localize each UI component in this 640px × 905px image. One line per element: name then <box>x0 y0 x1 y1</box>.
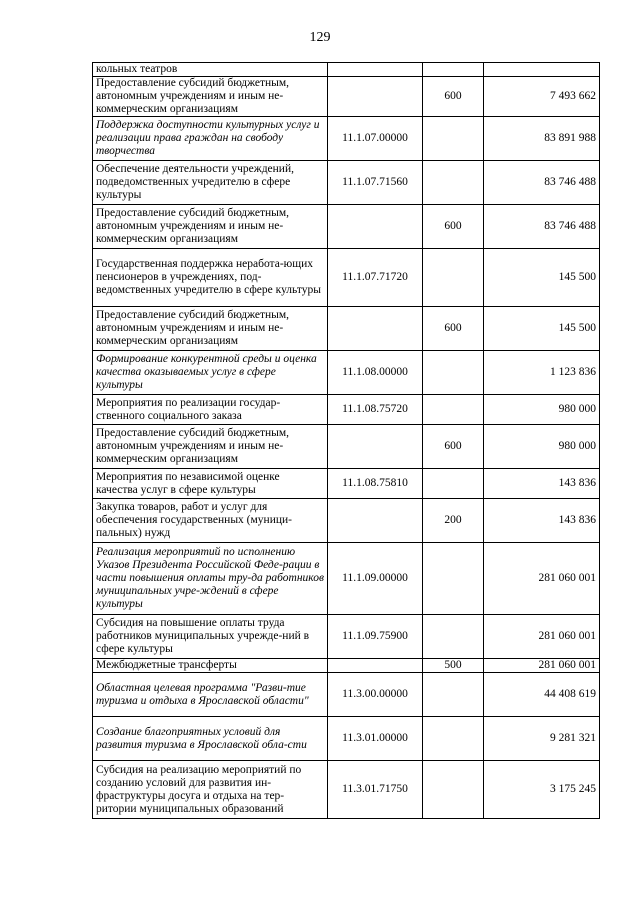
table-row <box>93 351 600 395</box>
row-type-cell <box>423 717 484 761</box>
row-amount-cell: 281 060 001 <box>484 615 600 659</box>
row-amount-cell: 9 281 321 <box>484 717 600 761</box>
row-type-cell <box>423 761 484 819</box>
row-name-cell: Государственная поддержка неработа-ющих пенсионеров в учреждениях, под-ведомственных учредителю в сфере культуры <box>93 249 328 307</box>
table-row <box>93 659 600 673</box>
row-type-cell: 600 <box>423 307 484 351</box>
row-type-cell <box>423 673 484 717</box>
budget-table <box>92 62 600 819</box>
row-name-cell: Областная целевая программа "Разви-тие туризма и отдыха в Ярославской области" <box>93 673 328 717</box>
row-amount-cell: 1 123 836 <box>484 351 600 395</box>
row-type-cell <box>423 63 484 77</box>
row-name-cell: Предоставление субсидий бюджетным, автономным учреждениям и иным не-коммерческим организациям <box>93 205 328 249</box>
row-type-cell <box>423 469 484 499</box>
row-type-cell: 600 <box>423 77 484 117</box>
row-amount-cell: 145 500 <box>484 249 600 307</box>
table-row <box>93 615 600 659</box>
row-name-cell: кольных театров <box>93 63 328 77</box>
row-amount-cell: 980 000 <box>484 425 600 469</box>
table-row <box>93 499 600 543</box>
row-name-cell: Межбюджетные трансферты <box>93 659 328 673</box>
table-row <box>93 425 600 469</box>
row-name-cell: Мероприятия по независимой оценке качества услуг в сфере культуры <box>93 469 328 499</box>
row-amount-cell: 281 060 001 <box>484 659 600 673</box>
row-amount-cell <box>484 63 600 77</box>
row-code-cell: 11.1.07.71560 <box>328 161 423 205</box>
table-row <box>93 307 600 351</box>
table-row <box>93 717 600 761</box>
row-amount-cell: 980 000 <box>484 395 600 425</box>
row-code-cell <box>328 63 423 77</box>
row-type-cell: 500 <box>423 659 484 673</box>
row-code-cell: 11.1.07.00000 <box>328 117 423 161</box>
row-name-cell: Субсидия на реализацию мероприятий по созданию условий для развития ин-фраструктуры досуга и отдыха на тер-ритории муниципальных образований <box>93 761 328 819</box>
table-row <box>93 63 600 77</box>
table-row <box>93 77 600 117</box>
row-name-cell: Формирование конкурентной среды и оценка качества оказываемых услуг в сфере культуры <box>93 351 328 395</box>
row-code-cell <box>328 425 423 469</box>
row-code-cell: 11.1.07.71720 <box>328 249 423 307</box>
row-amount-cell: 145 500 <box>484 307 600 351</box>
row-type-cell <box>423 161 484 205</box>
row-code-cell: 11.3.01.00000 <box>328 717 423 761</box>
row-name-cell: Закупка товаров, работ и услуг для обеспечения государственных (муници-пальных) нужд <box>93 499 328 543</box>
row-code-cell <box>328 205 423 249</box>
row-name-cell: Предоставление субсидий бюджетным, автономным учреждениям и иным не-коммерческим организациям <box>93 77 328 117</box>
row-amount-cell: 83 746 488 <box>484 161 600 205</box>
row-name-cell: Обеспечение деятельности учреждений, подведомственных учредителю в сфере культуры <box>93 161 328 205</box>
row-name-cell: Мероприятия по реализации государ-ственного социального заказа <box>93 395 328 425</box>
row-code-cell: 11.1.09.00000 <box>328 543 423 615</box>
row-type-cell <box>423 615 484 659</box>
row-type-cell: 600 <box>423 425 484 469</box>
row-name-cell: Создание благоприятных условий для развития туризма в Ярославской обла-сти <box>93 717 328 761</box>
row-amount-cell: 143 836 <box>484 469 600 499</box>
row-type-cell <box>423 395 484 425</box>
row-code-cell <box>328 307 423 351</box>
row-type-cell <box>423 117 484 161</box>
table-row <box>93 395 600 425</box>
table-row <box>93 117 600 161</box>
row-amount-cell: 83 746 488 <box>484 205 600 249</box>
row-name-cell: Предоставление субсидий бюджетным, автономным учреждениям и иным не-коммерческим организациям <box>93 425 328 469</box>
row-type-cell <box>423 543 484 615</box>
row-amount-cell: 83 891 988 <box>484 117 600 161</box>
table-row <box>93 543 600 615</box>
row-name-cell: Субсидия на повышение оплаты труда работников муниципальных учрежде-ний в сфере культуры <box>93 615 328 659</box>
row-code-cell: 11.1.08.75810 <box>328 469 423 499</box>
table-row <box>93 673 600 717</box>
table-row <box>93 205 600 249</box>
row-amount-cell: 143 836 <box>484 499 600 543</box>
row-code-cell <box>328 499 423 543</box>
row-amount-cell: 281 060 001 <box>484 543 600 615</box>
row-code-cell: 11.1.09.75900 <box>328 615 423 659</box>
row-code-cell: 11.1.08.00000 <box>328 351 423 395</box>
row-code-cell: 11.3.00.00000 <box>328 673 423 717</box>
row-amount-cell: 7 493 662 <box>484 77 600 117</box>
row-amount-cell: 3 175 245 <box>484 761 600 819</box>
row-type-cell <box>423 351 484 395</box>
row-name-cell: Реализация мероприятий по исполнению Указов Президента Российской Феде-рации в части повышения оплаты тру-да работников муниципальных учре-ждений в сфере культуры <box>93 543 328 615</box>
row-code-cell <box>328 659 423 673</box>
table-row <box>93 761 600 819</box>
row-code-cell: 11.3.01.71750 <box>328 761 423 819</box>
table-row <box>93 249 600 307</box>
row-name-cell: Поддержка доступности культурных услуг и реализации права граждан на свободу творчества <box>93 117 328 161</box>
row-name-cell: Предоставление субсидий бюджетным, автономным учреждениям и иным не-коммерческим организациям <box>93 307 328 351</box>
table-row <box>93 469 600 499</box>
row-type-cell: 200 <box>423 499 484 543</box>
page-number: 129 <box>309 30 331 45</box>
row-type-cell <box>423 249 484 307</box>
budget-table-body <box>93 63 600 819</box>
row-code-cell <box>328 77 423 117</box>
table-row <box>93 161 600 205</box>
row-code-cell: 11.1.08.75720 <box>328 395 423 425</box>
row-type-cell: 600 <box>423 205 484 249</box>
row-amount-cell: 44 408 619 <box>484 673 600 717</box>
